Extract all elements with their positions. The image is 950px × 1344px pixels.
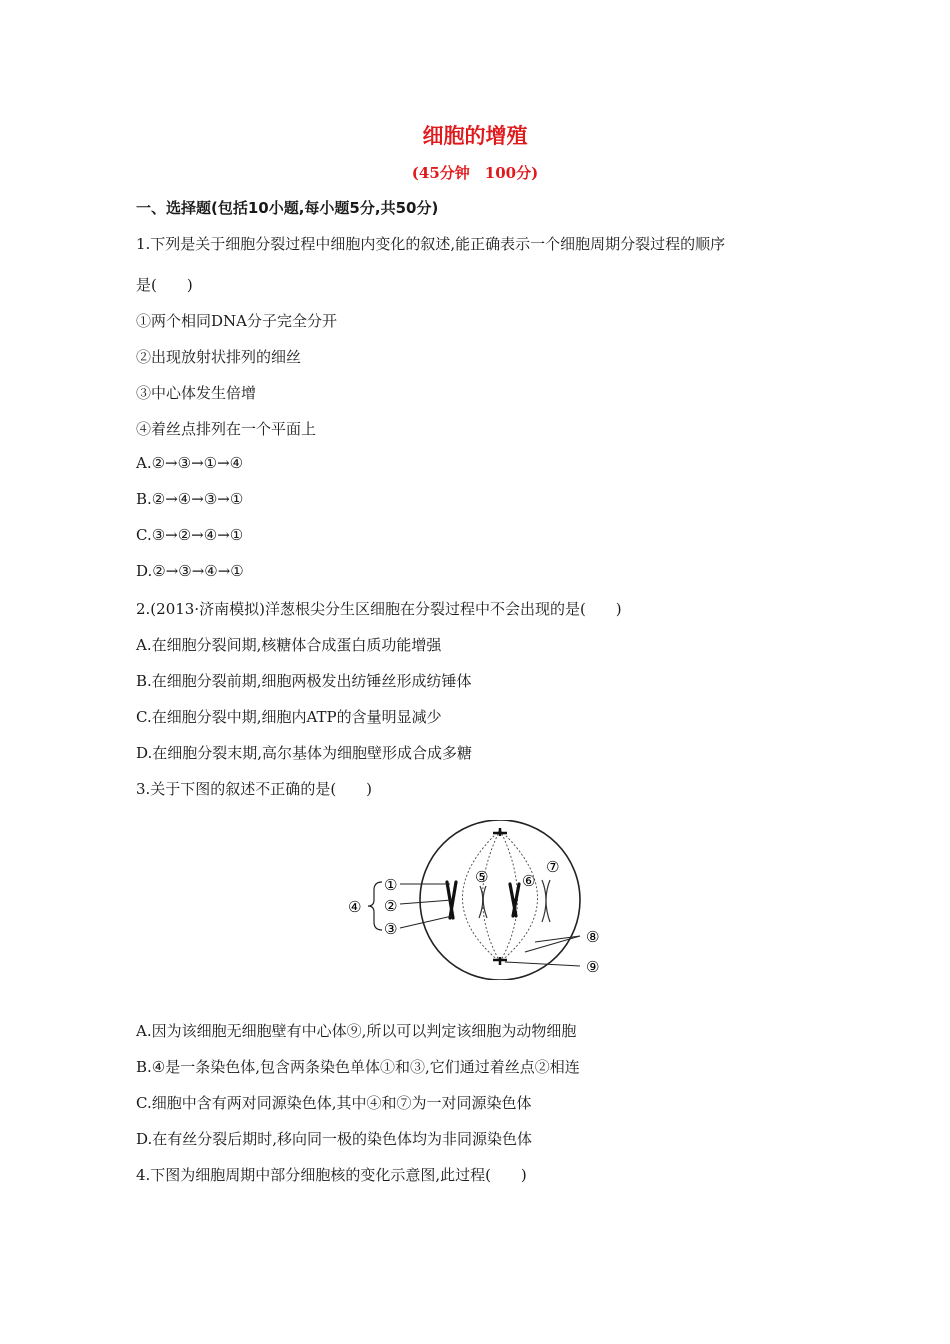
q2-option-d: D.在细胞分裂末期,高尔基体为细胞壁形成合成多糖 <box>136 744 473 762</box>
page-subtitle: (45分钟 100分) <box>411 164 539 182</box>
leader-line-8a <box>525 936 580 952</box>
figure-label-8: ⑧ <box>586 928 600 946</box>
figure-label-1: ① <box>384 876 398 894</box>
q3-option-c: C.细胞中含有两对同源染色体,其中④和⑦为一对同源染色体 <box>136 1094 532 1112</box>
q1-stem-line2: 是( ) <box>136 276 193 294</box>
figure-label-4: ④ <box>348 898 362 916</box>
q1-option-a: A.②→③→①→④ <box>136 454 244 472</box>
q1-item: ④着丝点排列在一个平面上 <box>136 420 317 438</box>
q1-option-c: C.③→②→④→① <box>136 526 244 544</box>
spindle-fiber <box>500 830 518 962</box>
figure-label-5: ⑤ <box>475 868 489 886</box>
centriole-top <box>493 828 507 836</box>
figure-label-3: ③ <box>384 920 398 938</box>
q3-option-d: D.在有丝分裂后期时,移向同一极的染色体均为非同源染色体 <box>136 1130 533 1148</box>
leader-line-8b <box>535 936 580 942</box>
q1-option-b: B.②→④→③→① <box>136 490 244 508</box>
chromosome-7 <box>542 880 550 922</box>
spindle-fiber <box>483 830 501 962</box>
q2-option-a: A.在细胞分裂间期,核糖体合成蛋白质功能增强 <box>136 636 442 654</box>
cell-outline <box>420 820 580 980</box>
figure-label-7: ⑦ <box>546 858 560 876</box>
page-title: 细胞的增殖 <box>422 124 528 148</box>
section-heading: 一、选择题(包括10小题,每小题5分,共50分) <box>136 199 439 217</box>
q4-stem: 4.下图为细胞周期中部分细胞核的变化示意图,此过程( ) <box>136 1166 527 1184</box>
spindle-fiber <box>463 830 501 962</box>
q1-item: ①两个相同DNA分子完全分开 <box>136 312 337 330</box>
q2-option-b: B.在细胞分裂前期,细胞两极发出纺锤丝形成纺锤体 <box>136 672 472 690</box>
centriole-bottom <box>493 957 507 965</box>
cell-division-figure <box>340 820 630 980</box>
q3-option-a: A.因为该细胞无细胞壁有中心体⑨,所以可以判定该细胞为动物细胞 <box>136 1022 577 1040</box>
leader-line-2 <box>400 900 452 904</box>
brace <box>368 882 382 930</box>
q1-item: ③中心体发生倍增 <box>136 384 257 402</box>
q3-stem: 3.关于下图的叙述不正确的是( ) <box>136 780 373 798</box>
spindle-fiber <box>500 830 538 962</box>
q3-option-b: B.④是一条染色体,包含两条染色单体①和③,它们通过着丝点②相连 <box>136 1058 580 1076</box>
leader-line-9 <box>505 962 580 966</box>
q1-item: ②出现放射状排列的细丝 <box>136 348 302 366</box>
q2-option-c: C.在细胞分裂中期,细胞内ATP的含量明显减少 <box>136 708 442 726</box>
leader-line-3 <box>400 916 452 928</box>
q1-option-d: D.②→③→④→① <box>136 562 244 580</box>
figure-label-9: ⑨ <box>586 958 600 976</box>
q1-stem-line1: 1.下列是关于细胞分裂过程中细胞内变化的叙述,能正确表示一个细胞周期分裂过程的顺序 <box>136 235 726 253</box>
figure-label-2: ② <box>384 897 398 915</box>
figure-label-6: ⑥ <box>522 872 536 890</box>
q2-stem: 2.(2013·济南模拟)洋葱根尖分生区细胞在分裂过程中不会出现的是( ) <box>136 600 622 618</box>
